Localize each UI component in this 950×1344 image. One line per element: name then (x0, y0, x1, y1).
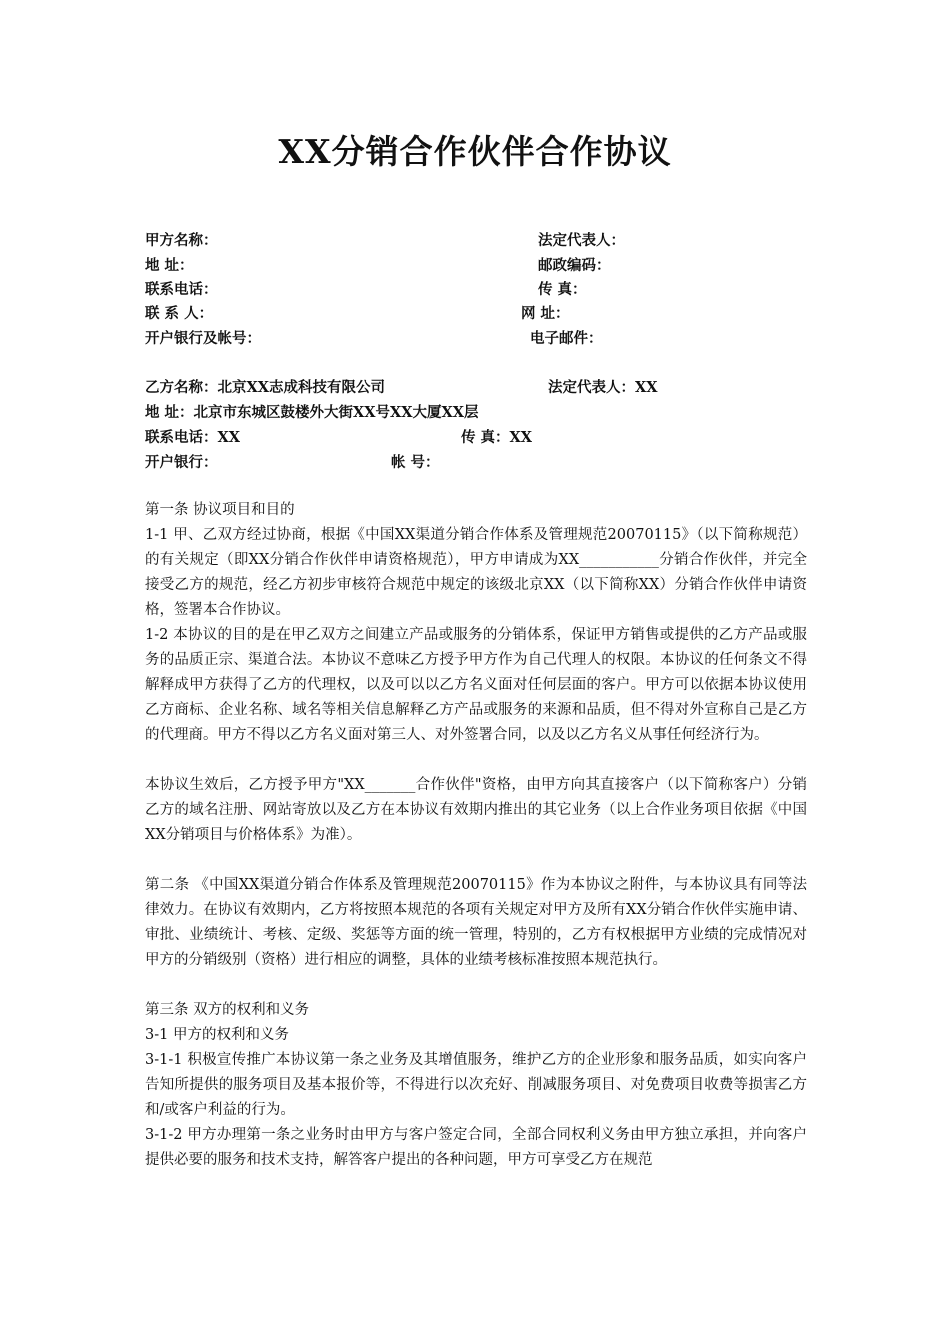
clause-3-1-2: 3-1-2 甲方办理第一条之业务时由甲方与客户签定合同，全部合同权利义务由甲方独立承担，并向客户提供必要的服务和技术支持，解答客户提出的各种问题，甲方可享受乙方在规范 (145, 1127, 807, 1168)
clause-1-1: 1-1 甲、乙双方经过协商，根据《中国XX渠道分销合作体系及管理规范20070115》（以下简称规范）的有关规定（即XX分销合作伙伴申请资格规范），甲方申请成为XX___________分销合作伙伴，并完全接受乙方的规范，经乙方初步审核符合规范中规定的该级北京XX（以下简称XX）分销合作伙伴申请资格，签署本合作协议。 (145, 527, 807, 618)
clause-3-1-heading: 3-1 甲方的权利和义务 (145, 1027, 289, 1043)
paragraph-spacer (145, 848, 807, 873)
clause-3-1-1: 3-1-1 积极宣传推广本协议第一条之业务及其增值服务，维护乙方的企业形象和服务品质，如实向客户告知所提供的服务项目及基本报价等，不得进行以次充好、削减服务项目、对免费项目收费等损害乙方和/或客户利益的行为。 (145, 1052, 807, 1118)
party-b-fax: 传 真：XX (461, 429, 533, 446)
party-b-bank-label: 开户银行： (145, 454, 218, 471)
party-b-name: 乙方名称：北京XX志成科技有限公司 (145, 379, 385, 396)
party-a-phone-label: 联系电话： (145, 281, 218, 298)
party-b-address: 地 址：北京市东城区鼓楼外大街XX号XX大厦XX层 (145, 404, 479, 421)
party-a-zip-label: 邮政编码： (538, 257, 611, 274)
document-title: XX分销合作伙伴合作协议 (278, 132, 672, 171)
grant-paragraph: 本协议生效后，乙方授予甲方"XX_______合作伙伴"资格，由甲方向其直接客户（以下简称客户）分销乙方的域名注册、网站寄放以及乙方在本协议有效期内推出的其它业务（以上合作业务项目依据《中国XX分销项目与价格体系》为准）。 (145, 777, 807, 843)
party-a-rep-label: 法定代表人： (538, 232, 625, 249)
party-b-phone: 联系电话：XX (145, 429, 241, 446)
agreement-body (145, 498, 807, 1173)
party-b-account-label: 帐 号： (391, 454, 440, 471)
party-a-bank-label: 开户银行及帐号： (145, 330, 261, 347)
party-a-website-label: 网 址： (521, 305, 570, 322)
article-1-heading: 第一条 协议项目和目的 (145, 502, 295, 518)
article-2: 第二条 《中国XX渠道分销合作体系及管理规范20070115》作为本协议之附件，与本协议具有同等法律效力。在协议有效期内，乙方将按照本规范的各项有关规定对甲方及所有XX分销合作伙伴实施申请、审批、业绩统计、考核、定级、奖惩等方面的统一管理，特别的，乙方有权根据甲方业绩的完成情况对甲方的分销级别（资格）进行相应的调整，具体的业绩考核标准按照本规范执行。 (145, 877, 807, 968)
party-b-rep: 法定代表人：XX (548, 379, 658, 396)
party-a-contact-label: 联 系 人： (145, 305, 214, 322)
paragraph-spacer (145, 973, 807, 998)
article-3-heading: 第三条 双方的权利和义务 (145, 1002, 310, 1018)
party-a-name-label: 甲方名称： (145, 232, 218, 249)
party-a-email-label: 电子邮件： (530, 330, 603, 347)
party-a-fax-label: 传 真： (538, 281, 587, 298)
party-a-address-label: 地 址： (145, 257, 194, 274)
paragraph-spacer (145, 748, 807, 773)
clause-1-2: 1-2 本协议的目的是在甲乙双方之间建立产品或服务的分销体系，保证甲方销售或提供的乙方产品或服务的品质正宗、渠道合法。本协议不意味乙方授予甲方作为自己代理人的权限。本协议的任何条文不得解释成甲方获得了乙方的代理权，以及可以以乙方名义面对任何层面的客户。甲方可以依据本协议使用乙方商标、企业名称、域名等相关信息解释乙方产品或服务的来源和品质，但不得对外宣称自己是乙方的代理商。甲方不得以乙方名义面对第三人、对外签署合同，以及以乙方名义从事任何经济行为。 (145, 627, 807, 743)
